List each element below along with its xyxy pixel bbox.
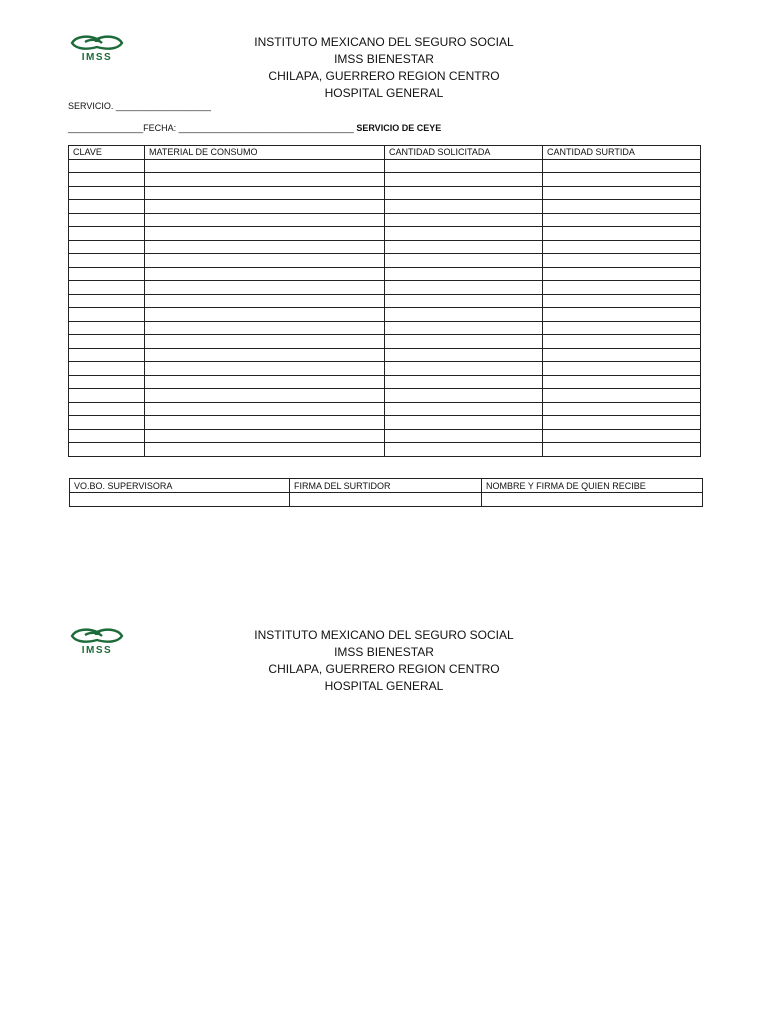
cantidad-solicitada-cell[interactable] [385, 159, 543, 173]
imss-logo-text: IMSS [81, 645, 113, 654]
clave-cell[interactable] [69, 294, 145, 308]
table-row [69, 200, 701, 214]
servicio-field[interactable] [68, 101, 211, 111]
clave-cell[interactable] [69, 321, 145, 335]
cantidad-solicitada-cell[interactable] [385, 267, 543, 281]
clave-cell[interactable] [69, 362, 145, 376]
material-cell[interactable] [145, 389, 385, 403]
cantidad-solicitada-cell[interactable] [385, 254, 543, 268]
cantidad-surtida-cell[interactable] [543, 443, 701, 457]
cantidad-solicitada-cell[interactable] [385, 429, 543, 443]
table-row [69, 429, 701, 443]
clave-cell[interactable] [69, 227, 145, 241]
cantidad-surtida-cell[interactable] [543, 254, 701, 268]
cantidad-surtida-cell[interactable] [543, 173, 701, 187]
header-institute: INSTITUTO MEXICANO DEL SEGURO SOCIAL [254, 35, 514, 49]
fecha-line [68, 123, 441, 133]
clave-cell[interactable] [69, 200, 145, 214]
cantidad-solicitada-cell[interactable] [385, 321, 543, 335]
header-material: MATERIAL DE CONSUMO [145, 146, 385, 160]
table-row [69, 227, 701, 241]
cantidad-surtida-cell[interactable] [543, 240, 701, 254]
cantidad-surtida-cell[interactable] [543, 348, 701, 362]
material-cell[interactable] [145, 186, 385, 200]
clave-cell[interactable] [69, 254, 145, 268]
cantidad-solicitada-cell[interactable] [385, 308, 543, 322]
material-cell[interactable] [145, 335, 385, 349]
cantidad-solicitada-cell[interactable] [385, 402, 543, 416]
cantidad-solicitada-cell[interactable] [385, 281, 543, 295]
firma-surtidor-cell[interactable] [290, 493, 482, 507]
material-cell[interactable] [145, 159, 385, 173]
cantidad-solicitada-cell[interactable] [385, 416, 543, 430]
clave-cell[interactable] [69, 186, 145, 200]
cantidad-surtida-cell[interactable] [543, 159, 701, 173]
material-cell[interactable] [145, 429, 385, 443]
signature-table [69, 478, 703, 507]
cantidad-surtida-cell[interactable] [543, 267, 701, 281]
material-cell[interactable] [145, 416, 385, 430]
table-row [69, 362, 701, 376]
document-header [184, 34, 584, 102]
header-cantidad-surtida: CANTIDAD SURTIDA [543, 146, 701, 160]
header-hospital: HOSPITAL GENERAL [324, 679, 444, 693]
vobo-supervisora-cell[interactable] [70, 493, 290, 507]
signature-header-row [70, 479, 703, 493]
cantidad-surtida-cell[interactable] [543, 294, 701, 308]
clave-cell[interactable] [69, 443, 145, 457]
imss-logo [68, 626, 126, 654]
header-cantidad-solicitada: CANTIDAD SOLICITADA [385, 146, 543, 160]
material-cell[interactable] [145, 267, 385, 281]
cantidad-solicitada-cell[interactable] [385, 240, 543, 254]
clave-cell[interactable] [69, 389, 145, 403]
table-row [69, 254, 701, 268]
table-row [69, 213, 701, 227]
header-vobo-supervisora: VO.BO. SUPERVISORA [70, 479, 290, 493]
table-row [69, 308, 701, 322]
clave-cell[interactable] [69, 173, 145, 187]
servicio-ceye-label: SERVICIO DE CEYE [356, 123, 442, 133]
header-nombre-firma-recibe: NOMBRE Y FIRMA DE QUIEN RECIBE [482, 479, 703, 493]
material-table [68, 145, 701, 457]
table-row [69, 281, 701, 295]
cantidad-surtida-cell[interactable] [543, 213, 701, 227]
material-cell[interactable] [145, 348, 385, 362]
header-hospital: HOSPITAL GENERAL [324, 86, 444, 100]
material-cell[interactable] [145, 173, 385, 187]
cantidad-surtida-cell[interactable] [543, 362, 701, 376]
cantidad-surtida-cell[interactable] [543, 227, 701, 241]
material-cell[interactable] [145, 200, 385, 214]
cantidad-surtida-cell[interactable] [543, 429, 701, 443]
clave-cell[interactable] [69, 213, 145, 227]
servicio-blank[interactable]: ___________________ [115, 101, 211, 111]
header-program: IMSS BIENESTAR [334, 52, 434, 66]
material-cell[interactable] [145, 294, 385, 308]
header-region: CHILAPA, GUERRERO REGION CENTRO [268, 69, 500, 83]
cantidad-solicitada-cell[interactable] [385, 227, 543, 241]
material-cell[interactable] [145, 375, 385, 389]
cantidad-solicitada-cell[interactable] [385, 213, 543, 227]
cantidad-surtida-cell[interactable] [543, 389, 701, 403]
fecha-label: FECHA: [143, 123, 177, 133]
material-cell[interactable] [145, 254, 385, 268]
material-cell[interactable] [145, 362, 385, 376]
clave-cell[interactable] [69, 402, 145, 416]
imss-logo-text: IMSS [81, 52, 113, 61]
clave-cell[interactable] [69, 375, 145, 389]
cantidad-surtida-cell[interactable] [543, 335, 701, 349]
table-row [69, 416, 701, 430]
cantidad-surtida-cell[interactable] [543, 375, 701, 389]
leading-blank[interactable]: _______________ [68, 123, 144, 133]
cantidad-solicitada-cell[interactable] [385, 375, 543, 389]
header-region: CHILAPA, GUERRERO REGION CENTRO [268, 662, 500, 676]
table-row [69, 389, 701, 403]
signature-row [70, 493, 703, 507]
material-cell[interactable] [145, 213, 385, 227]
cantidad-surtida-cell[interactable] [543, 186, 701, 200]
table-row [69, 267, 701, 281]
table-row [69, 173, 701, 187]
header-institute: INSTITUTO MEXICANO DEL SEGURO SOCIAL [254, 628, 514, 642]
header-firma-surtidor: FIRMA DEL SURTIDOR [290, 479, 482, 493]
table-row [69, 335, 701, 349]
clave-cell[interactable] [69, 348, 145, 362]
material-cell[interactable] [145, 281, 385, 295]
table-header-row [69, 146, 701, 160]
material-cell[interactable] [145, 227, 385, 241]
clave-cell[interactable] [69, 416, 145, 430]
clave-cell[interactable] [69, 267, 145, 281]
table-row [69, 402, 701, 416]
cantidad-solicitada-cell[interactable] [385, 389, 543, 403]
cantidad-surtida-cell[interactable] [543, 416, 701, 430]
clave-cell[interactable] [69, 240, 145, 254]
material-cell[interactable] [145, 402, 385, 416]
imss-logo [68, 33, 126, 61]
cantidad-solicitada-cell[interactable] [385, 294, 543, 308]
fecha-blank[interactable]: ___________________________________ [178, 123, 354, 133]
cantidad-solicitada-cell[interactable] [385, 173, 543, 187]
table-row [69, 186, 701, 200]
cantidad-surtida-cell[interactable] [543, 200, 701, 214]
cantidad-surtida-cell[interactable] [543, 321, 701, 335]
clave-cell[interactable] [69, 159, 145, 173]
cantidad-solicitada-cell[interactable] [385, 335, 543, 349]
table-row [69, 348, 701, 362]
table-row [69, 443, 701, 457]
cantidad-solicitada-cell[interactable] [385, 362, 543, 376]
material-cell[interactable] [145, 308, 385, 322]
cantidad-surtida-cell[interactable] [543, 402, 701, 416]
cantidad-surtida-cell[interactable] [543, 281, 701, 295]
header-clave: CLAVE [69, 146, 145, 160]
cantidad-solicitada-cell[interactable] [385, 186, 543, 200]
table-row [69, 294, 701, 308]
cantidad-surtida-cell[interactable] [543, 308, 701, 322]
material-cell[interactable] [145, 443, 385, 457]
table-row [69, 321, 701, 335]
cantidad-solicitada-cell[interactable] [385, 443, 543, 457]
clave-cell[interactable] [69, 335, 145, 349]
document-header-second [184, 627, 584, 695]
material-cell[interactable] [145, 240, 385, 254]
cantidad-solicitada-cell[interactable] [385, 200, 543, 214]
table-row [69, 240, 701, 254]
clave-cell[interactable] [69, 281, 145, 295]
nombre-firma-recibe-cell[interactable] [482, 493, 703, 507]
header-program: IMSS BIENESTAR [334, 645, 434, 659]
cantidad-solicitada-cell[interactable] [385, 348, 543, 362]
material-cell[interactable] [145, 321, 385, 335]
clave-cell[interactable] [69, 308, 145, 322]
table-row [69, 375, 701, 389]
clave-cell[interactable] [69, 429, 145, 443]
servicio-label: SERVICIO. [68, 101, 114, 111]
table-row [69, 159, 701, 173]
